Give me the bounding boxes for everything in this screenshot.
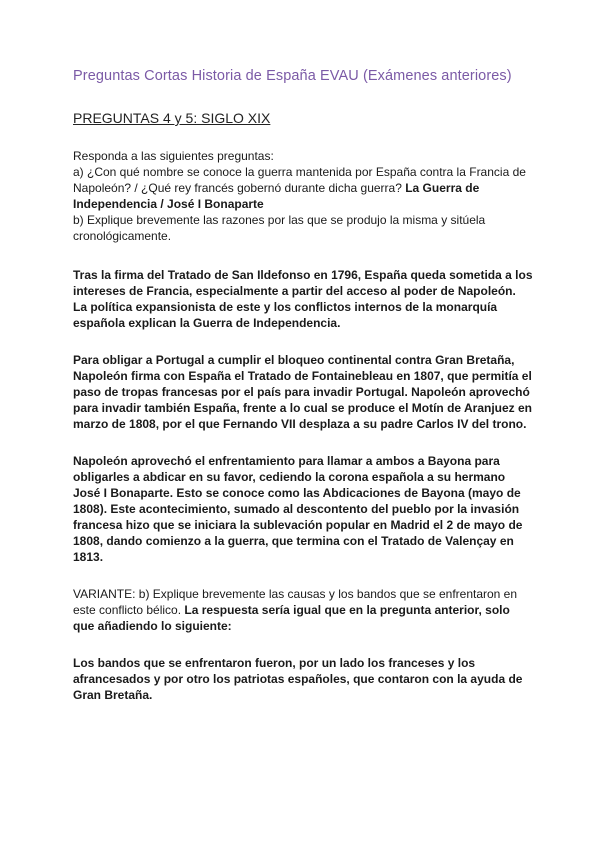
question-a-answer: La Guerra de Independencia / José I Bonaparte (73, 181, 480, 211)
variante-text: VARIANTE: b) Explique brevemente las causas y los bandos que se enfrentaron en este conflicto bélico. (73, 587, 518, 617)
question-a-text: a) ¿Con qué nombre se conoce la guerra mantenida por España contra la Francia de Napoleón? / ¿Qué rey francés gobernó durante dicha guerra? (73, 165, 526, 195)
document-body (73, 68, 533, 703)
final-paragraph: Los bandos que se enfrentaron fueron, por un lado los franceses y los afrancesados y por otro los patriotas españoles, que contaron con la ayuda de Gran Bretaña. (73, 656, 523, 702)
intro-text: Responda a las siguientes preguntas: (73, 149, 274, 163)
question-b: b) Explique brevemente las razones por las que se produjo la misma y sitúela cronológicamente. (73, 213, 486, 243)
answer-paragraph-3: Napoleón aprovechó el enfrentamiento para llamar a ambos a Bayona para obligarles a abdicar en su favor, cediendo la corona española a su hermano José I Bonaparte. Esto se conoce como las Abdicaciones de Bayona (mayo de 1808). Este acontecimiento, sumado al descontento del pueblo por la invasión francesa hizo que se iniciara la sublevación popular en Madrid el 2 de mayo de 1808, dando comienzo a la guerra, que termina con el Tratado de Valençay en 1813. (73, 454, 523, 564)
answer-paragraph-1: Tras la firma del Tratado de San Ildefonso en 1796, España queda sometida a los intereses de Francia, especialmente a partir del acceso al poder de Napoleón. La política expansionista de este y los conflictos internos de la monarquía española explican la Guerra de Independencia. (73, 268, 533, 330)
document-title: Preguntas Cortas Historia de España EVAU (Exámenes anteriores) (73, 68, 512, 84)
answer-paragraph-2: Para obligar a Portugal a cumplir el bloqueo continental contra Gran Bretaña, Napoleón firma con España el Tratado de Fontainebleau en 1807, que permitía el paso de tropas francesas por el país para invadir Portugal. Napoleón aprovechó para invadir también España, frente a lo cual se produce el Motín de Aranjuez en marzo de 1808, por el que Fernando VII desplaza a su padre Carlos IV del trono. (73, 353, 533, 431)
variante-answer: La respuesta sería igual que en la pregunta anterior, solo que añadiendo lo siguiente: (73, 603, 510, 633)
question-a (73, 164, 533, 212)
variante-question (73, 586, 533, 634)
section-heading: PREGUNTAS 4 y 5: SIGLO XIX (73, 110, 271, 126)
